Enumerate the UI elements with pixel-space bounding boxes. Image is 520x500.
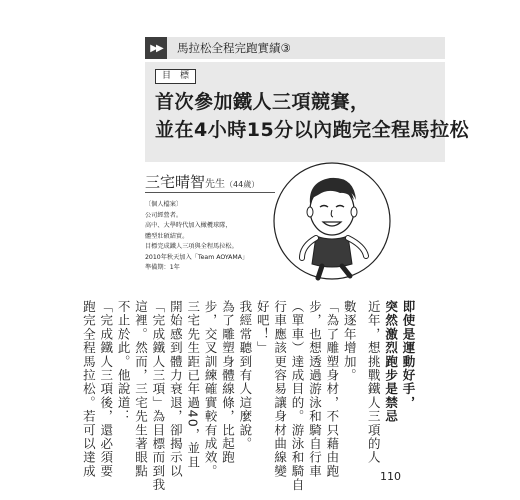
goal-line-2: 並在4小時15分以內跑完全程馬拉松 (155, 119, 470, 141)
profile-line: 高中、大學時代加入橄欖球隊， (145, 222, 232, 229)
paragraph-column: 好吧！」 (255, 300, 271, 355)
section-heading-line: 突然激烈跑步是禁忌 (383, 300, 399, 424)
paragraph-column: 「完成鐵人三項」為目標而到我 (150, 300, 166, 492)
profile-line: 準備期：1年 (145, 264, 180, 271)
paragraph-column: 「為了雕塑身材，不只藉由跑 (324, 300, 340, 479)
paragraph-column: 三宅先生距已年過40，並且 (185, 300, 201, 470)
chapter-header (145, 37, 445, 59)
goal-tag: 目 標 (155, 69, 196, 84)
goal-box (145, 62, 470, 162)
paragraph-column: 數逐年增加。 (342, 300, 358, 383)
double-arrow-icon: ▶▶ (145, 37, 167, 59)
profile-line: 體型壯碩結實。 (145, 232, 189, 240)
person-name-text: 三宅晴智 (145, 173, 206, 191)
paragraph-column: 跑完全程馬拉松。若可以達成 (81, 300, 97, 479)
chapter-title: 馬拉松全程完跑實績③ (177, 41, 291, 55)
section-heading-line: 即使是運動好手， (401, 300, 416, 410)
profile-line: 公司經營者。 (145, 211, 183, 219)
person-name (145, 171, 259, 192)
profile-line: 目標完成鐵人三項與全程馬拉松。 (145, 243, 238, 250)
paragraph-column: 這裡。然而，三宅先生著眼點 (133, 300, 149, 479)
paragraph-column: 為了雕塑身體線條，比起跑 (220, 300, 236, 465)
runner-portrait-illustration (272, 160, 392, 282)
goal-line-1: 首次參加鐵人三項競賽， (155, 91, 370, 113)
paragraph-column: 「完成鐵人三項後，還必須要 (98, 300, 114, 479)
name-underline (145, 192, 275, 193)
paragraph-column: 不止於此。他說道： (116, 300, 132, 424)
profile-block (145, 200, 265, 274)
page-number: 110 (380, 470, 401, 483)
paragraph-column: 我經常聽到有人這麼說。 (237, 300, 253, 451)
profile-heading: 〔個人檔案〕 (145, 201, 183, 208)
person-age: （44歲） (225, 180, 260, 189)
paragraph-column: 行車應該更容易讓身材曲線變 (272, 300, 288, 479)
paragraph-column: 近年，想挑戰鐵人三項的人 (366, 300, 382, 465)
person-title: 先生 (205, 179, 226, 190)
paragraph-column: （單車）達成目的。游泳和騎自 (290, 300, 306, 492)
paragraph-column: 開始感到體力衰退，卻揭示以 (168, 300, 184, 479)
paragraph-column: 步，也想透過游泳和騎自行車 (307, 300, 323, 479)
paragraph-column: 步，交叉訓練確實較有成效。 (203, 300, 219, 479)
profile-line: 2010年秋天加入「Team AOYAMA」 (145, 253, 249, 261)
